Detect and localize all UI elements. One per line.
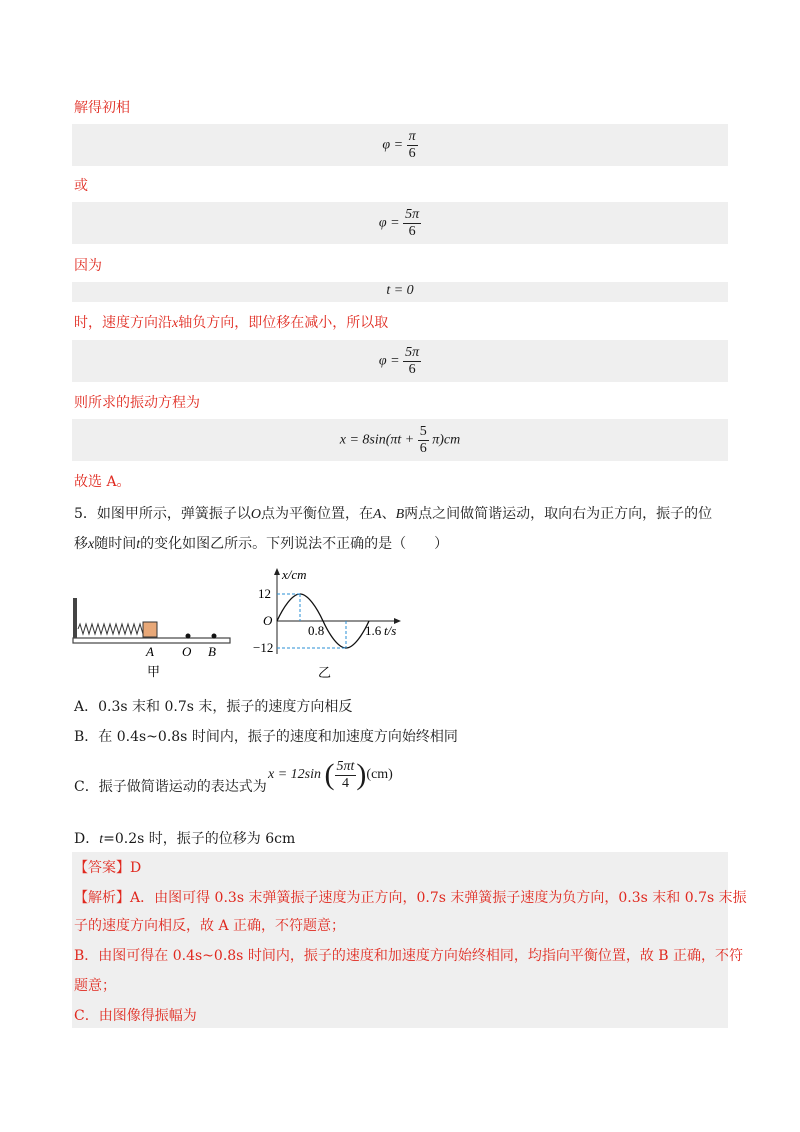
label-b: B [208,644,216,659]
origin-label: O [263,613,273,628]
figure-spring-oscillator [68,594,236,684]
answer-box [72,852,747,1028]
label-choose-a: 故选 A。 [74,474,131,490]
label-because: 因为 [74,258,102,274]
label-o: O [182,644,192,659]
label-velocity-direction: 时，速度方向沿x轴负方向，即位移在减小，所以取 [74,315,389,331]
equation-box-5 [72,419,728,461]
label-or: 或 [74,178,88,194]
equation-box-2 [72,202,728,244]
equation-phi-5pi-6: φ = $\frac{5\pi}{6}$ [378,207,420,239]
spring-icon [78,624,144,634]
axis-label-y: x/cm [282,567,307,582]
equation-phi-5pi-6-chosen: φ = $\frac{5\pi}{6}$ [378,345,420,377]
explanation-line-2: 子的速度方向相反，故 A 正确，不符题意； [74,918,346,934]
axis-label-t: t/s [384,623,397,638]
explanation-line-5: C．由图像得振幅为 [74,1008,197,1024]
caption-jia: 甲 [147,664,161,679]
option-c-formula: x = 12sin ( $\frac{5\pi t}{4}$ )(cm) [268,758,393,791]
answer-label: 【答案】D [74,860,142,876]
tick-label-0-8: 0.8 [308,623,325,638]
option-d: D．t=0.2s 时，振子的位移为 6cm [74,831,296,847]
tick-label-minus-12: −12 [253,640,274,655]
explanation-line-3: B．由图可得在 0.4s~0.8s 时间内，振子的速度和加速度方向始终相同，均指向平衡位置，故 B 正确，不符 [74,948,744,964]
point-b-marker [212,634,217,639]
equation-box-1 [72,124,728,166]
base-track [73,638,230,643]
equation-box-4 [72,340,728,382]
question-line-2: 移x随时间t的变化如图乙所示。下列说法不正确的是（ ） [74,536,449,552]
left-wall [73,598,77,642]
tick-label-1-6: 1.6 [365,623,382,638]
option-c-label: C．振子做简谐运动的表达式为 [74,779,267,795]
equation-phi-pi-6: φ = $\frac{\pi}{6}$ [382,129,416,161]
explanation-line-4: 题意； [74,978,116,994]
point-o-marker [186,634,191,639]
equation-x-8sin: x = 8sin(πt + $\frac{5}{6}$ π)cm [339,424,461,456]
tick-label-12: 12 [258,586,271,601]
label-vibration-equation: 则所求的振动方程为 [74,395,200,411]
option-b: B．在 0.4s~0.8s 时间内，振子的速度和加速度方向始终相同 [74,729,458,745]
label-a: A [146,644,154,659]
figure-xt-graph [250,566,410,686]
label-solve-phase: 解得初相 [74,100,130,116]
option-a: A．0.3s 末和 0.7s 末，振子的速度方向相反 [74,699,353,715]
caption-yi: 乙 [318,665,332,680]
equation-t-0: t = 0 [386,283,414,298]
question-line-1: 5．如图甲所示，弹簧振子以O点为平衡位置，在A、B两点之间做简谐运动，取向右为正方向，振子的位 [74,506,713,522]
explanation-line-1: 【解析】A．由图可得 0.3s 末弹簧振子速度为正方向，0.7s 末弹簧振子速度为负方向，0.3s 末和 0.7s 末振 [74,890,747,906]
y-axis-arrow [274,568,280,575]
equation-box-3 [72,282,728,302]
oscillator-block [143,622,157,637]
